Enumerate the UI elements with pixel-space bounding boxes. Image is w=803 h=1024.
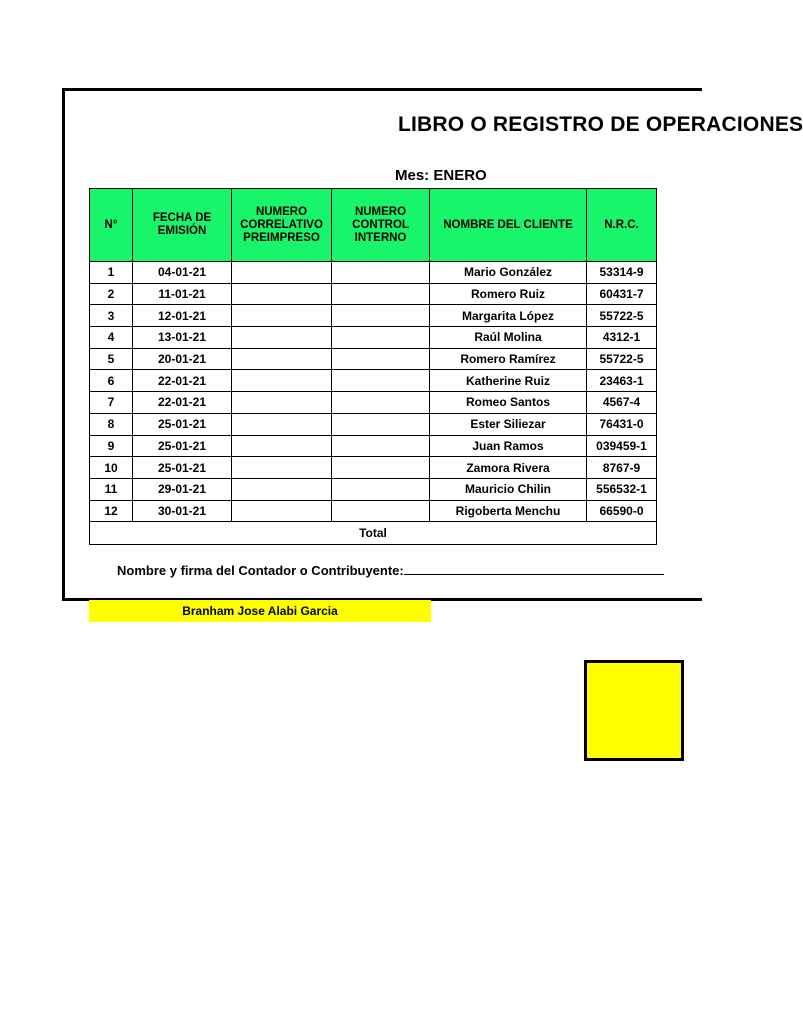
cell-control (332, 327, 430, 349)
table-row (90, 457, 657, 479)
table-row (90, 348, 657, 370)
cell-client: Raúl Molina (430, 327, 587, 349)
cell-client: Rigoberta Menchu (430, 500, 587, 522)
cell-number: 12 (90, 500, 133, 522)
signature-underline (404, 562, 664, 575)
cell-nrc: 76431-0 (587, 413, 657, 435)
cell-number: 8 (90, 413, 133, 435)
cell-client: Romero Ruiz (430, 283, 587, 305)
header-correlative: NUMERO CORRELATIVO PREIMPRESO (232, 189, 332, 262)
table-row (90, 392, 657, 414)
cell-date: 04-01-21 (133, 262, 232, 284)
cell-number: 1 (90, 262, 133, 284)
cell-correlative (232, 392, 332, 414)
cell-date: 11-01-21 (133, 283, 232, 305)
operations-table (89, 188, 657, 545)
cell-date: 30-01-21 (133, 500, 232, 522)
cell-control (332, 370, 430, 392)
header-control: NUMERO CONTROL INTERNO (332, 189, 430, 262)
cell-correlative (232, 348, 332, 370)
cell-control (332, 435, 430, 457)
cell-date: 22-01-21 (133, 392, 232, 414)
cell-number: 7 (90, 392, 133, 414)
cell-control (332, 500, 430, 522)
header-number: N° (90, 189, 133, 262)
cell-correlative (232, 370, 332, 392)
cell-client: Ester Siliezar (430, 413, 587, 435)
header-date: FECHA DE EMISIÓN (133, 189, 232, 262)
cell-correlative (232, 435, 332, 457)
table-row (90, 413, 657, 435)
cell-number: 2 (90, 283, 133, 305)
table-row (90, 370, 657, 392)
cell-nrc: 556532-1 (587, 478, 657, 500)
cell-nrc: 039459-1 (587, 435, 657, 457)
cell-nrc: 8767-9 (587, 457, 657, 479)
total-label: Total (90, 522, 657, 545)
cell-nrc: 4567-4 (587, 392, 657, 414)
accountant-name: Branham Jose Alabi Garcia (89, 600, 431, 622)
cell-nrc: 4312-1 (587, 327, 657, 349)
cell-control (332, 348, 430, 370)
signature-line (117, 562, 664, 578)
table-header-row (90, 189, 657, 262)
cell-control (332, 457, 430, 479)
cell-number: 6 (90, 370, 133, 392)
cell-number: 5 (90, 348, 133, 370)
cell-control (332, 305, 430, 327)
header-nrc: N.R.C. (587, 189, 657, 262)
total-row (90, 522, 657, 545)
cell-correlative (232, 283, 332, 305)
cell-nrc: 60431-7 (587, 283, 657, 305)
cell-correlative (232, 478, 332, 500)
cell-number: 9 (90, 435, 133, 457)
cell-client: Zamora Rivera (430, 457, 587, 479)
cell-date: 22-01-21 (133, 370, 232, 392)
table-row (90, 262, 657, 284)
cell-client: Mario González (430, 262, 587, 284)
highlight-box (584, 660, 684, 761)
table-row (90, 500, 657, 522)
cell-nrc: 23463-1 (587, 370, 657, 392)
cell-number: 10 (90, 457, 133, 479)
cell-control (332, 413, 430, 435)
cell-nrc: 53314-9 (587, 262, 657, 284)
cell-client: Katherine Ruiz (430, 370, 587, 392)
cell-number: 4 (90, 327, 133, 349)
month-label: Mes: (395, 167, 430, 184)
cell-date: 29-01-21 (133, 478, 232, 500)
cell-control (332, 392, 430, 414)
cell-client: Romeo Santos (430, 392, 587, 414)
table-row (90, 435, 657, 457)
cell-correlative (232, 500, 332, 522)
month-value: ENERO (433, 167, 487, 184)
table-row (90, 327, 657, 349)
cell-date: 25-01-21 (133, 435, 232, 457)
header-client: NOMBRE DEL CLIENTE (430, 189, 587, 262)
cell-date: 12-01-21 (133, 305, 232, 327)
cell-client: Juan Ramos (430, 435, 587, 457)
cell-correlative (232, 457, 332, 479)
cell-client: Mauricio Chilin (430, 478, 587, 500)
cell-control (332, 283, 430, 305)
cell-date: 25-01-21 (133, 457, 232, 479)
month-line (395, 167, 487, 184)
cell-correlative (232, 327, 332, 349)
cell-date: 20-01-21 (133, 348, 232, 370)
cell-nrc: 55722-5 (587, 305, 657, 327)
cell-client: Romero Ramírez (430, 348, 587, 370)
signature-label: Nombre y firma del Contador o Contribuyente: (117, 563, 404, 578)
cell-correlative (232, 305, 332, 327)
cell-control (332, 262, 430, 284)
cell-correlative (232, 262, 332, 284)
cell-number: 11 (90, 478, 133, 500)
cell-control (332, 478, 430, 500)
cell-client: Margarita López (430, 305, 587, 327)
table-row (90, 305, 657, 327)
cell-date: 25-01-21 (133, 413, 232, 435)
cell-nrc: 66590-0 (587, 500, 657, 522)
document-title: LIBRO O REGISTRO DE OPERACIONES (398, 113, 803, 136)
cell-date: 13-01-21 (133, 327, 232, 349)
cell-number: 3 (90, 305, 133, 327)
cell-nrc: 55722-5 (587, 348, 657, 370)
cell-correlative (232, 413, 332, 435)
table-row (90, 478, 657, 500)
table-row (90, 283, 657, 305)
